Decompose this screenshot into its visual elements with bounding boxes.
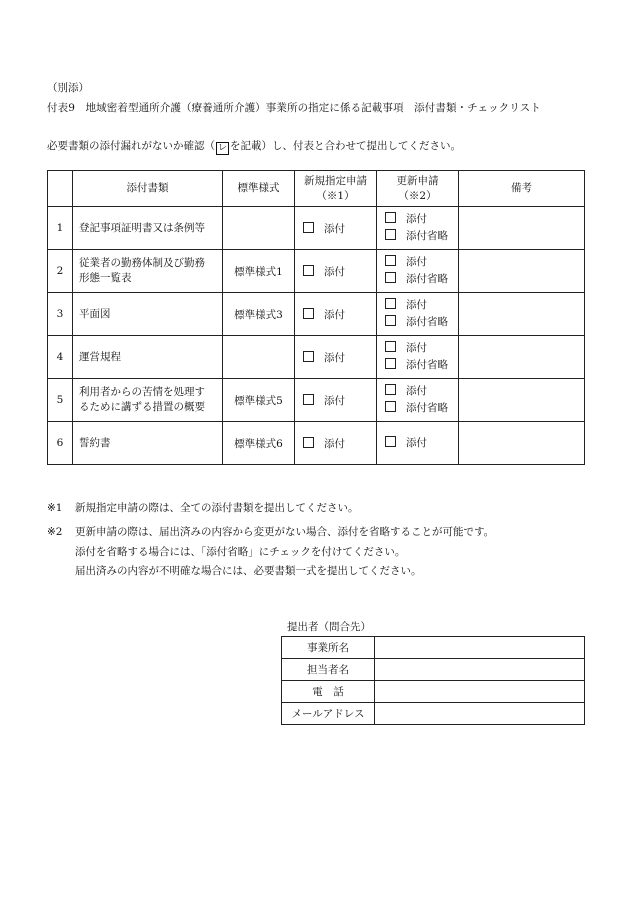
table-row xyxy=(48,422,585,465)
document-name-line1: 利用者からの苦情を処理す xyxy=(79,386,205,398)
instruction-text xyxy=(47,138,461,155)
note-mark: ※1 xyxy=(47,502,63,514)
row-number: 3 xyxy=(48,293,73,336)
checkbox-icon[interactable] xyxy=(303,308,314,319)
page-title: 付表9 地域密着型通所介護（療養通所介護）事業所の指定に係る記載事項 添付書類・チェックリスト xyxy=(47,102,541,114)
document-name-line1: 従業者の勤務体制及び勤務 xyxy=(79,257,205,269)
standard-form: 標準様式1 xyxy=(223,250,295,293)
standard-form: 標準様式3 xyxy=(223,293,295,336)
renewal-cell xyxy=(377,250,459,293)
document-name xyxy=(73,207,223,250)
standard-form xyxy=(223,336,295,379)
document-name-line1: 誓約書 xyxy=(79,436,111,449)
renew-attach-label: 添付 xyxy=(406,342,427,354)
renew-omit-label: 添付省略 xyxy=(406,359,448,371)
checkbox-icon[interactable] xyxy=(385,229,396,240)
note-2-line2: 添付を省略する場合には、「添付省略」にチェックを付けてください。 xyxy=(75,546,406,558)
checkbox-icon[interactable] xyxy=(303,265,314,276)
standard-form: 標準様式6 xyxy=(223,422,295,465)
table-row xyxy=(48,250,585,293)
person-in-charge-field[interactable] xyxy=(375,659,585,681)
checkbox-icon[interactable] xyxy=(385,255,396,266)
row-number: 5 xyxy=(48,379,73,422)
remarks-cell[interactable] xyxy=(459,250,585,293)
checkbox-icon[interactable] xyxy=(385,341,396,352)
submitter-row-person xyxy=(282,659,585,681)
standard-form xyxy=(223,207,295,250)
checkbox-icon[interactable] xyxy=(303,437,314,448)
new-attach-label: 添付 xyxy=(324,265,345,278)
remarks-cell[interactable] xyxy=(459,379,585,422)
renewal-cell xyxy=(377,293,459,336)
renewal-cell xyxy=(377,336,459,379)
office-name-field[interactable] xyxy=(375,637,585,659)
new-attach-label: 添付 xyxy=(324,222,345,235)
checkbox-icon[interactable] xyxy=(385,358,396,369)
renew-option-omit[interactable] xyxy=(385,400,458,417)
checkbox-icon[interactable] xyxy=(303,351,314,362)
document-name-line1: 平面図 xyxy=(79,307,111,320)
new-attach-label: 添付 xyxy=(324,394,345,407)
renew-attach-label: 添付 xyxy=(406,256,427,268)
renew-omit-label: 添付省略 xyxy=(406,316,448,328)
instruction-after: を記載）し、付表と合わせて提出してください。 xyxy=(230,140,461,152)
renew-option-attach[interactable] xyxy=(385,211,458,228)
new-application-cell[interactable] xyxy=(295,250,377,293)
renew-option-attach[interactable] xyxy=(385,435,458,452)
new-application-cell[interactable] xyxy=(295,379,377,422)
checkmark-box-icon: レ xyxy=(217,143,227,153)
renew-omit-label: 添付省略 xyxy=(406,273,448,285)
row-number: 6 xyxy=(48,422,73,465)
document-name xyxy=(73,422,223,465)
submitter-row-email xyxy=(282,703,585,725)
renew-option-omit[interactable] xyxy=(385,357,458,374)
document-name xyxy=(73,250,223,293)
renew-attach-label: 添付 xyxy=(406,299,427,311)
new-attach-label: 添付 xyxy=(324,351,345,364)
note-mark: ※2 xyxy=(47,526,63,538)
header-form: 標準様式 xyxy=(223,171,295,207)
header-no xyxy=(48,171,73,207)
renew-omit-label: 添付省略 xyxy=(406,230,448,242)
checkbox-icon[interactable] xyxy=(385,401,396,412)
header-document: 添付書類 xyxy=(73,171,223,207)
standard-form: 標準様式5 xyxy=(223,379,295,422)
row-number: 1 xyxy=(48,207,73,250)
checkbox-icon[interactable] xyxy=(385,315,396,326)
instruction-before: 必要書類の添付漏れがないか確認（ xyxy=(47,140,215,152)
renew-omit-label: 添付省略 xyxy=(406,402,448,414)
note-2-line3: 届出済みの内容が不明確な場合には、必要書類一式を提出してください。 xyxy=(75,565,422,577)
header-renewal-label: 更新申請 xyxy=(396,174,439,187)
renew-option-attach[interactable] xyxy=(385,297,458,314)
table-row xyxy=(48,293,585,336)
checkbox-icon[interactable] xyxy=(385,436,396,447)
submitter-table xyxy=(281,636,585,725)
renew-option-omit[interactable] xyxy=(385,228,458,245)
document-name xyxy=(73,336,223,379)
note-2 xyxy=(47,524,494,539)
person-in-charge-label: 担当者名 xyxy=(282,659,375,681)
note-1 xyxy=(47,500,359,515)
header-new-note: （※1） xyxy=(316,189,355,202)
document-name-line1: 登記事項証明書又は条例等 xyxy=(79,221,205,234)
submitter-row-phone xyxy=(282,681,585,703)
document-name xyxy=(73,293,223,336)
new-attach-label: 添付 xyxy=(324,308,345,321)
header-remarks: 備考 xyxy=(459,171,585,207)
header-new-application xyxy=(295,171,377,207)
renew-option-omit[interactable] xyxy=(385,314,458,331)
checkbox-icon[interactable] xyxy=(385,212,396,223)
document-name xyxy=(73,379,223,422)
submitter-row-office xyxy=(282,637,585,659)
checkbox-icon[interactable] xyxy=(303,222,314,233)
new-application-cell[interactable] xyxy=(295,422,377,465)
renew-option-attach[interactable] xyxy=(385,254,458,271)
renew-attach-label: 添付 xyxy=(406,436,427,449)
note-text: 新規指定申請の際は、全ての添付書類を提出してください。 xyxy=(75,502,359,514)
table-header-row xyxy=(48,171,585,207)
document-name-line1: 運営規程 xyxy=(79,350,121,363)
submitter-label: 提出者（問合先） xyxy=(287,621,371,633)
header-renewal-note: （※2） xyxy=(398,189,437,202)
note-text: 更新申請の際は、届出済みの内容から変更がない場合、添付を省略することが可能です。 xyxy=(75,526,495,538)
remarks-cell[interactable] xyxy=(459,336,585,379)
row-number: 4 xyxy=(48,336,73,379)
renewal-cell xyxy=(377,422,459,465)
document-name-line2: るために講ずる措置の概要 xyxy=(79,401,205,413)
new-application-cell[interactable] xyxy=(295,336,377,379)
renew-attach-label: 添付 xyxy=(406,385,427,397)
table-row xyxy=(48,336,585,379)
renewal-cell xyxy=(377,207,459,250)
checkbox-icon[interactable] xyxy=(303,394,314,405)
table-row xyxy=(48,207,585,250)
header-new-label: 新規指定申請 xyxy=(304,174,367,187)
new-application-cell[interactable] xyxy=(295,293,377,336)
annex-label: （別添） xyxy=(47,82,89,94)
renew-option-attach[interactable] xyxy=(385,383,458,400)
table-row xyxy=(48,379,585,422)
remarks-cell[interactable] xyxy=(459,207,585,250)
document-name-line2: 形態一覧表 xyxy=(79,272,132,284)
email-label: メールアドレス xyxy=(282,703,375,725)
renewal-cell xyxy=(377,379,459,422)
checkbox-icon[interactable] xyxy=(385,272,396,283)
checkbox-icon[interactable] xyxy=(385,298,396,309)
phone-label: 電 話 xyxy=(282,681,375,703)
renew-option-attach[interactable] xyxy=(385,340,458,357)
phone-field[interactable] xyxy=(375,681,585,703)
email-field[interactable] xyxy=(375,703,585,725)
header-renewal xyxy=(377,171,459,207)
renew-option-omit[interactable] xyxy=(385,271,458,288)
renew-attach-label: 添付 xyxy=(406,213,427,225)
remarks-cell[interactable] xyxy=(459,422,585,465)
attachment-checklist-table xyxy=(47,170,585,465)
office-name-label: 事業所名 xyxy=(282,637,375,659)
checkbox-icon[interactable] xyxy=(385,384,396,395)
new-attach-label: 添付 xyxy=(324,437,345,450)
new-application-cell[interactable] xyxy=(295,207,377,250)
row-number: 2 xyxy=(48,250,73,293)
remarks-cell[interactable] xyxy=(459,293,585,336)
